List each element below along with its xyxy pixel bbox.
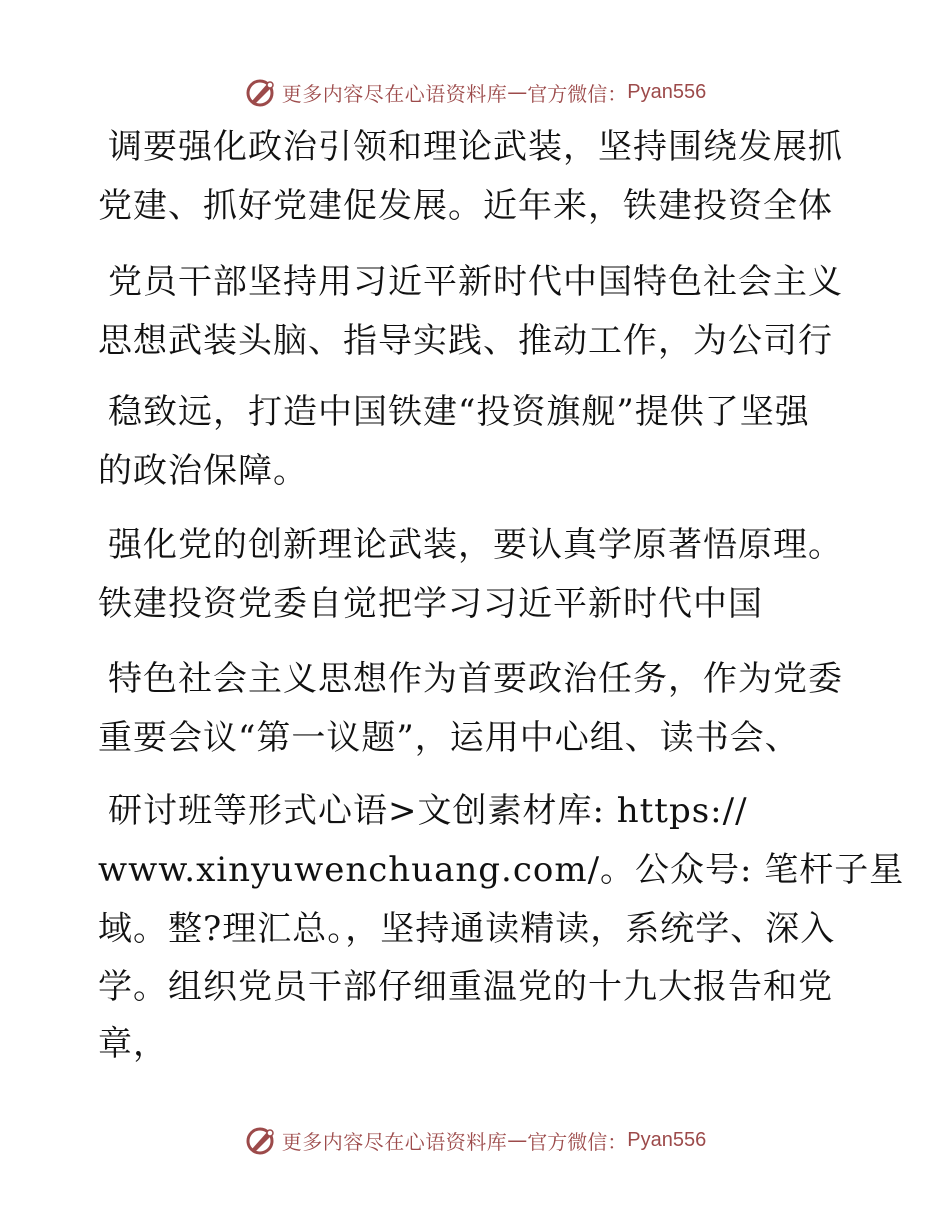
body-line: 章， xyxy=(98,1024,168,1064)
body-line: 特色社会主义思想作为首要政治任务，作为党委 xyxy=(108,659,843,699)
pen-nib-logo-icon xyxy=(244,1123,278,1157)
body-line: 研讨班等形式心语>文创素材库: https:// xyxy=(108,791,748,831)
banner-wechat-id: Pyan556 xyxy=(627,80,707,103)
body-line: 重要会议“第一议题”，运用中心组、读书会、 xyxy=(98,718,800,758)
banner-wechat-label: 官方微信： xyxy=(527,81,628,106)
banner-text: 更多内容尽在心语资料库 xyxy=(281,81,508,106)
body-line: 思想武装头脑、指导实践、推动工作，为公司行 xyxy=(98,321,833,361)
body-line: 强化党的创新理论武装，要认真学原著悟原理。 xyxy=(108,525,843,565)
body-line: 党建、抓好党建促发展。近年来，铁建投资全体 xyxy=(98,186,833,226)
banner-wechat-id: Pyan556 xyxy=(627,1128,707,1151)
banner-wechat-label: 官方微信： xyxy=(527,1129,628,1154)
banner-separator: — xyxy=(507,1128,528,1152)
body-line: 铁建投资党委自觉把学习习近平新时代中国 xyxy=(98,584,763,624)
body-line: 调要强化政治引领和理论武装，坚持围绕发展抓 xyxy=(108,127,843,167)
body-line: 稳致远，打造中国铁建“投资旗舰”提供了坚强 xyxy=(108,392,810,432)
banner-separator: — xyxy=(507,80,528,104)
header-banner xyxy=(0,72,950,112)
body-line: www.xinyuwenchuang.com/。公众号: 笔杆子星 xyxy=(98,850,905,890)
body-line: 域。整?理汇总。，坚持通读精读，系统学、深入 xyxy=(98,909,836,949)
pen-nib-logo-icon xyxy=(244,75,278,109)
footer-banner xyxy=(0,1120,950,1160)
body-line: 的政治保障。 xyxy=(98,451,308,491)
body-line: 学。组织党员干部仔细重温党的十九大报告和党 xyxy=(98,967,833,1007)
body-line: 党员干部坚持用习近平新时代中国特色社会主义 xyxy=(108,262,843,302)
banner-text: 更多内容尽在心语资料库 xyxy=(281,1129,508,1154)
